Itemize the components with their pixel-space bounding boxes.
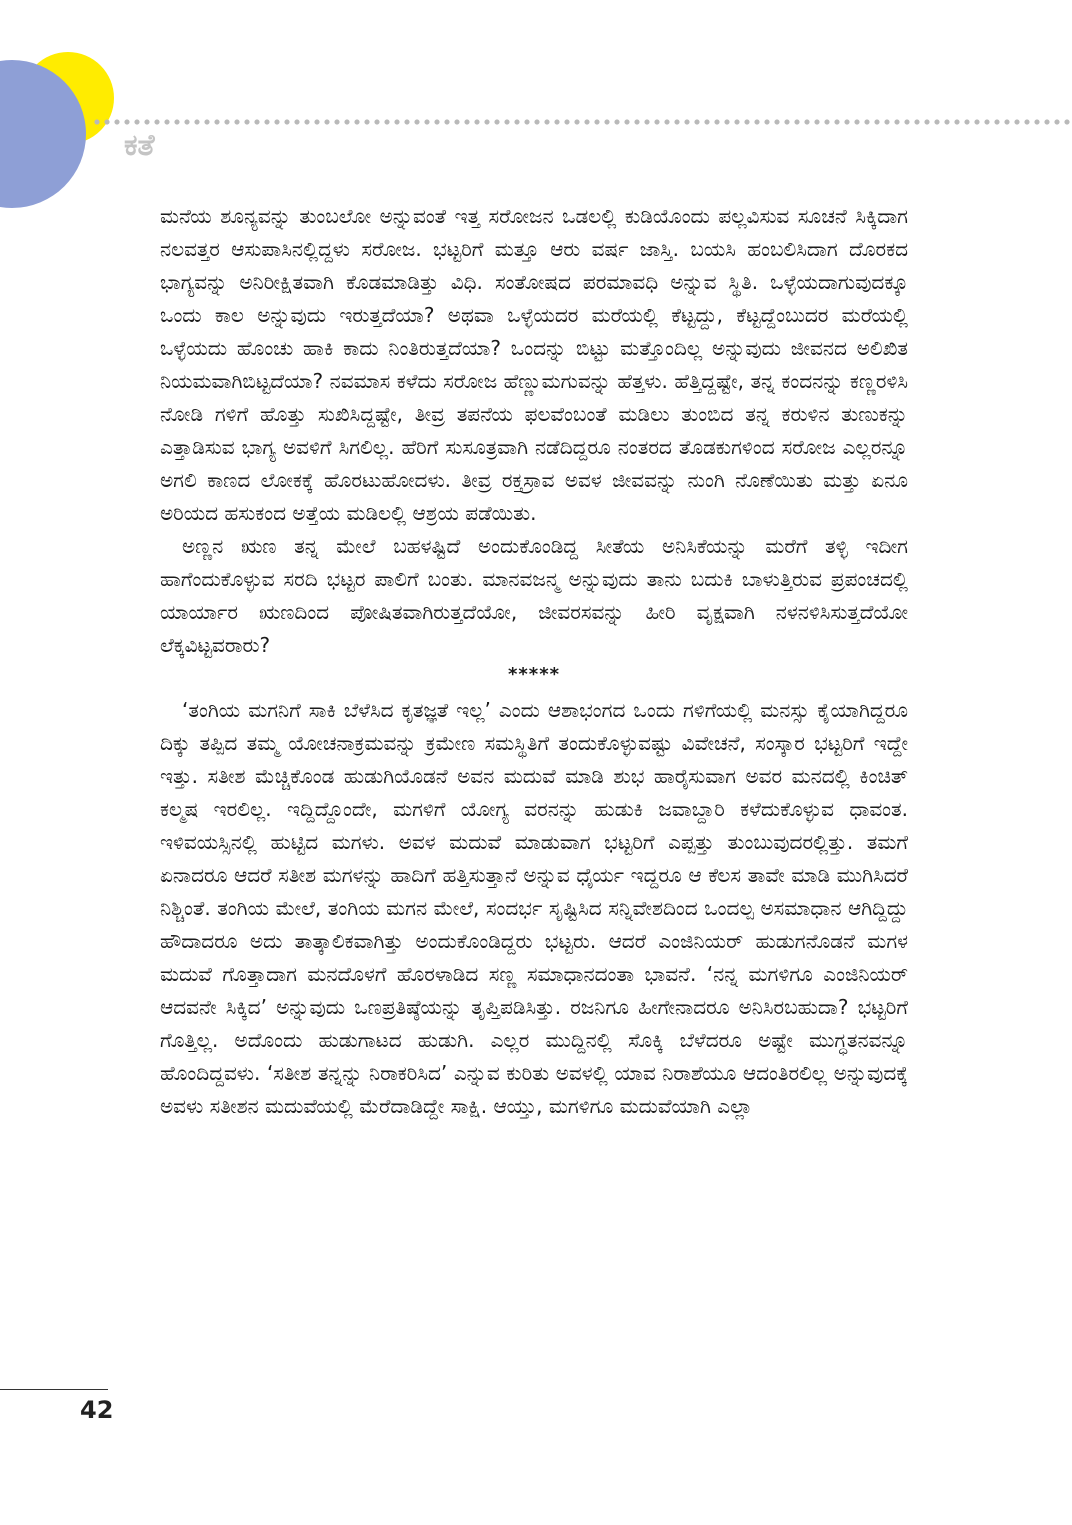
section-separator: ***** (507, 664, 561, 685)
page-number: 42 (80, 1396, 114, 1424)
footer-rule (0, 1389, 108, 1390)
dotted-header-rule (92, 118, 1072, 126)
paragraph: ಮನೆಯ ಶೂನ್ಯವನ್ನು ತುಂಬಲೋ ಅನ್ನುವಂತೆ ಇತ್ತ ಸರೋಜನ ಒಡಲಲ್ಲಿ ಕುಡಿಯೊಂದು ಪಲ್ಲವಿಸುವ ಸೂಚನೆ ಸಿಕ್ಕಿದಾಗ ನಲವತ್ತರ ಆಸುಪಾಸಿನಲ್ಲಿದ್ದಳು ಸರೋಜ. ಭಟ್ಟರಿಗೆ ಮತ್ತೂ ಆರು ವರ್ಷ ಜಾಸ್ತಿ. ಬಯಸಿ ಹಂಬಲಿಸಿದಾಗ ದೊರಕದ ಭಾಗ್ಯವನ್ನು ಅನಿರೀಕ್ಷಿತವಾಗಿ ಕೊಡಮಾಡಿತ್ತು ವಿಧಿ. ಸಂತೋಷದ ಪರಮಾವಧಿ ಅನ್ನುವ ಸ್ಥಿತಿ. ಒಳ್ಳೆಯದಾಗುವುದಕ್ಕೂ ಒಂದು ಕಾಲ ಅನ್ನುವುದು ಇರುತ್ತದೆಯಾ? ಅಥವಾ ಒಳ್ಳೆಯದರ ಮರೆಯಲ್ಲಿ ಕೆಟ್ಟದ್ದು, ಕೆಟ್ಟದ್ದೆಂಬುದರ ಮರೆಯಲ್ಲಿ ಒಳ್ಳೆಯದು ಹೊಂಚು ಹಾಕಿ ಕಾದು ನಿಂತಿರುತ್ತದೆಯಾ? ಒಂದನ್ನು ಬಿಟ್ಟು ಮತ್ತೊಂದಿಲ್ಲ ಅನ್ನುವುದು ಜೀವನದ ಅಲಿಖಿತ ನಿಯಮವಾಗಿಬಿಟ್ಟದೆಯಾ? ನವಮಾಸ ಕಳೆದು ಸರೋಜ ಹೆಣ್ಣುಮಗುವನ್ನು ಹೆತ್ತಳು. ಹೆತ್ತಿದ್ದಷ್ಟೇ, ತನ್ನ ಕಂದನನ್ನು ಕಣ್ಣರಳಿಸಿ ನೋಡಿ ಗಳಿಗೆ ಹೊತ್ತು ಸುಖಿಸಿದ್ದಷ್ಟೇ, ತೀವ್ರ ತಪನೆಯ ಫಲವೆಂಬಂತೆ ಮಡಿಲು ತುಂಬಿದ ತನ್ನ ಕರುಳಿನ ತುಣುಕನ್ನು ಎತ್ತಾಡಿಸುವ ಭಾಗ್ಯ ಅವಳಿಗೆ ಸಿಗಲಿಲ್ಲ. ಹೆರಿಗೆ ಸುಸೂತ್ರವಾಗಿ ನಡೆದಿದ್ದರೂ ನಂತರದ ತೊಡಕುಗಳಿಂದ ಸರೋಜ ಎಲ್ಲರನ್ನೂ ಅಗಲಿ ಕಾಣದ ಲೋಕಕ್ಕೆ ಹೊರಟುಹೋದಳು. ತೀವ್ರ ರಕ್ತಸ್ರಾವ ಅವಳ ಜೀವವನ್ನು ನುಂಗಿ ನೊಣೆಯಿತು ಮತ್ತು ಏನೂ ಅರಿಯದ ಹಸುಕಂದ ಅತ್ತೆಯ ಮಡಿಲಲ್ಲಿ ಆಶ್ರಯ ಪಡೆಯಿತು. (160, 204, 908, 525)
section-label: ಕತೆ (124, 128, 155, 163)
paragraph: ಅಣ್ಣನ ಋಣ ತನ್ನ ಮೇಲೆ ಬಹಳಷ್ಟಿದೆ ಅಂದುಕೊಂಡಿದ್ದ ಸೀತೆಯ ಅನಿಸಿಕೆಯನ್ನು ಮರೆಗೆ ತಳ್ಳಿ ಇದೀಗ ಹಾಗೆಂದುಕೊಳ್ಳುವ ಸರದಿ ಭಟ್ಟರ ಪಾಲಿಗೆ ಬಂತು. ಮಾನವಜನ್ಮ ಅನ್ನುವುದು ತಾನು ಬದುಕಿ ಬಾಳುತ್ತಿರುವ ಪ್ರಪಂಚದಲ್ಲಿ ಯಾರ್ಯಾರ ಋಣದಿಂದ ಪೋಷಿತವಾಗಿರುತ್ತದೆಯೋ, ಜೀವರಸವನ್ನು ಹೀರಿ ವೃಕ್ಷವಾಗಿ ನಳನಳಿಸಿಸುತ್ತದೆಯೋ ಲೆಕ್ಕವಿಟ್ಟವರಾರು? (160, 534, 908, 657)
article-body (160, 200, 908, 1123)
paragraph: ‘ತಂಗಿಯ ಮಗನಿಗೆ ಸಾಕಿ ಬೆಳೆಸಿದ ಕೃತಜ್ಞತೆ ಇಲ್ಲ’ ಎಂದು ಆಶಾಭಂಗದ ಒಂದು ಗಳಿಗೆಯಲ್ಲಿ ಮನಸ್ಸು ಕೈಯಾಗಿದ್ದರೂ ದಿಕ್ಕು ತಪ್ಪಿದ ತಮ್ಮ ಯೋಚನಾಕ್ರಮವನ್ನು ಕ್ರಮೇಣ ಸಮಸ್ಥಿತಿಗೆ ತಂದುಕೊಳ್ಳುವಷ್ಟು ವಿವೇಚನೆ, ಸಂಸ್ಕಾರ ಭಟ್ಟರಿಗೆ ಇದ್ದೇ ಇತ್ತು. ಸತೀಶ ಮೆಚ್ಚಿಕೊಂಡ ಹುಡುಗಿಯೊಡನೆ ಅವನ ಮದುವೆ ಮಾಡಿ ಶುಭ ಹಾರೈಸುವಾಗ ಅವರ ಮನದಲ್ಲಿ ಕಿಂಚಿತ್ ಕಲ್ಮಷ ಇರಲಿಲ್ಲ. ಇದ್ದಿದ್ದೊಂದೇ, ಮಗಳಿಗೆ ಯೋಗ್ಯ ವರನನ್ನು ಹುಡುಕಿ ಜವಾಬ್ದಾರಿ ಕಳೆದುಕೊಳ್ಳುವ ಧಾವಂತ. ಇಳಿವಯಸ್ಸಿನಲ್ಲಿ ಹುಟ್ಟಿದ ಮಗಳು. ಅವಳ ಮದುವೆ ಮಾಡುವಾಗ ಭಟ್ಟರಿಗೆ ಎಪ್ಪತ್ತು ತುಂಬುವುದರಲ್ಲಿತ್ತು. ತಮಗೆ ಏನಾದರೂ ಆದರೆ ಸತೀಶ ಮಗಳನ್ನು ಹಾದಿಗೆ ಹತ್ತಿಸುತ್ತಾನೆ ಅನ್ನುವ ಧೈರ್ಯ ಇದ್ದರೂ ಆ ಕೆಲಸ ತಾವೇ ಮಾಡಿ ಮುಗಿಸಿದರೆ ನಿಶ್ಚಿಂತೆ. ತಂಗಿಯ ಮೇಲೆ, ತಂಗಿಯ ಮಗನ ಮೇಲೆ, ಸಂದರ್ಭ ಸೃಷ್ಟಿಸಿದ ಸನ್ನಿವೇಶದಿಂದ ಒಂದಲ್ಪ ಅಸಮಾಧಾನ ಆಗಿದ್ದಿದ್ದು ಹೌದಾದರೂ ಅದು ತಾತ್ಕಾಲಿಕವಾಗಿತ್ತು ಅಂದುಕೊಂಡಿದ್ದರು ಭಟ್ಟರು. ಆದರೆ ಎಂಜಿನಿಯರ್ ಹುಡುಗನೊಡನೆ ಮಗಳ ಮದುವೆ ಗೊತ್ತಾದಾಗ ಮನದೊಳಗೆ ಹೊರಳಾಡಿದ ಸಣ್ಣ ಸಮಾಧಾನದಂತಾ ಭಾವನೆ. ‘ನನ್ನ ಮಗಳಿಗೂ ಎಂಜಿನಿಯರ್ ಆದವನೇ ಸಿಕ್ಕಿದ’ ಅನ್ನುವುದು ಒಣಪ್ರತಿಷ್ಠೆಯನ್ನು ತೃಪ್ತಿಪಡಿಸಿತ್ತು. ರಜನಿಗೂ ಹೀಗೇನಾದರೂ ಅನಿಸಿರಬಹುದಾ? ಭಟ್ಟರಿಗೆ ಗೊತ್ತಿಲ್ಲ. ಅದೊಂದು ಹುಡುಗಾಟದ ಹುಡುಗಿ. ಎಲ್ಲರ ಮುದ್ದಿನಲ್ಲಿ ಸೊಕ್ಕಿ ಬೆಳೆದರೂ ಅಷ್ಟೇ ಮುಗ್ಧತನವನ್ನೂ ಹೊಂದಿದ್ದವಳು. ‘ಸತೀಶ ತನ್ನನ್ನು ನಿರಾಕರಿಸಿದ’ ಎನ್ನುವ ಕುರಿತು ಅವಳಲ್ಲಿ ಯಾವ ನಿರಾಶೆಯೂ ಆದಂತಿರಲಿಲ್ಲ ಅನ್ನುವುದಕ್ಕೆ ಅವಳು ಸತೀಶನ ಮದುವೆಯಲ್ಲಿ ಮೆರೆದಾಡಿದ್ದೇ ಸಾಕ್ಷಿ. ಆಯ್ತು, ಮಗಳಿಗೂ ಮದುವೆಯಾಗಿ ಎಲ್ಲಾ (160, 698, 908, 1118)
